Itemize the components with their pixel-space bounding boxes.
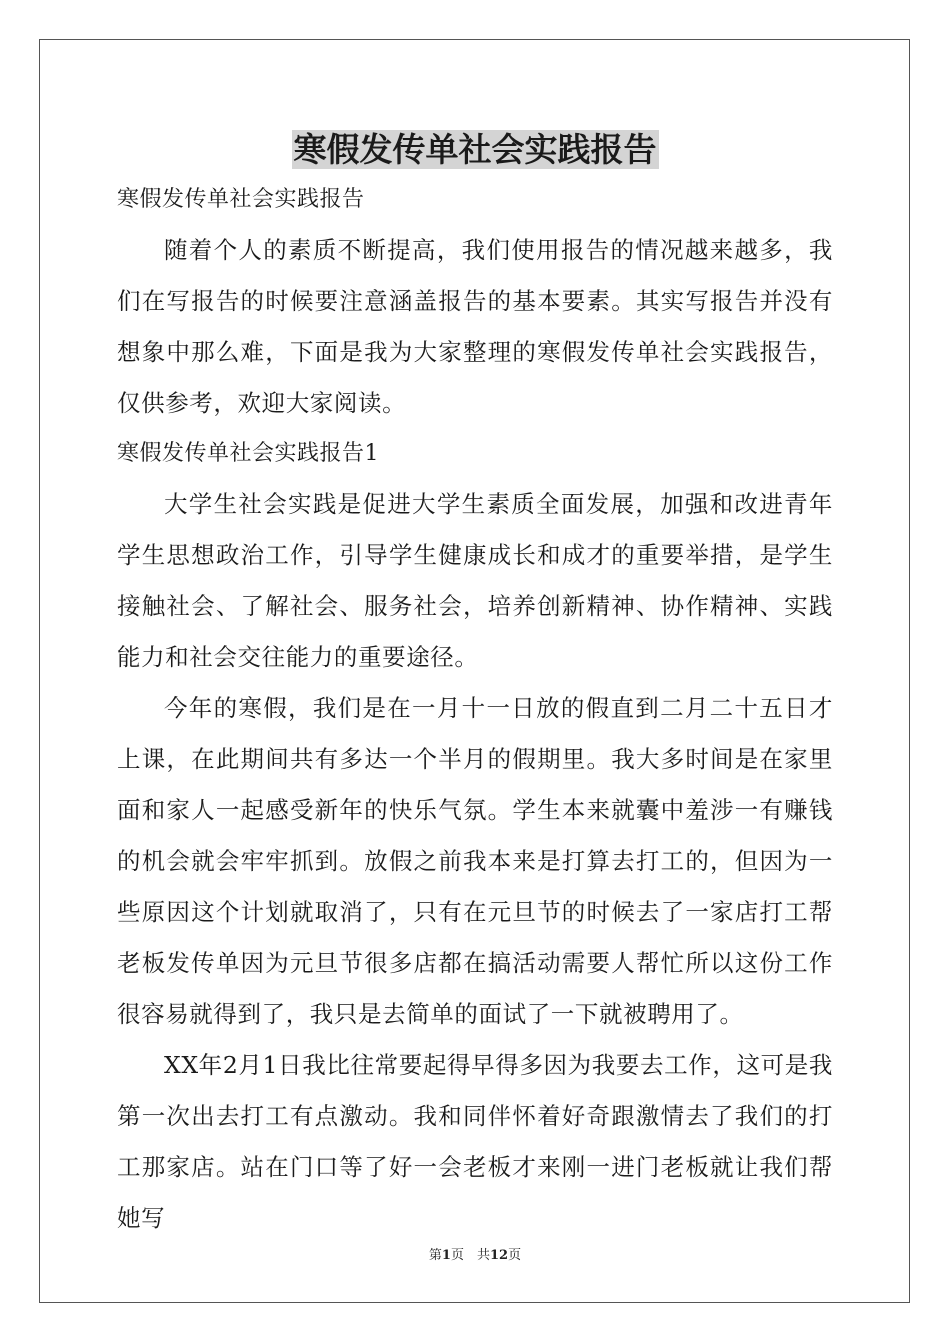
body-paragraph-2: 今年的寒假，我们是在一月十一日放的假直到二月二十五日才上课，在此期间共有多达一个半月的假期里。我大多时间是在家里面和家人一起感受新年的快乐气氛。学生本来就囊中羞涉一有赚钱的机会就会牢牢抓到。放假之前我本来是打算去打工的，但因为一些原因这个计划就取消了，只有在元旦节的时候去了一家店打工帮老板发传单因为元旦节很多店都在搞活动需要人帮忙所以这份工作很容易就得到了，我只是去简单的面试了一下就被聘用了。 (117, 694, 833, 1028)
document-title-text: 寒假发传单社会实践报告 (293, 130, 657, 169)
document-title (0, 126, 950, 174)
body-paragraph-3: XX年2月1日我比往常要起得早得多因为我要去工作，这可是我第一次出去打工有点激动。我和同伴怀着好奇跟激情去了我们的打工那家店。站在门口等了好一会老板才来刚一进门老板就让我们帮她写 (117, 1051, 833, 1232)
body-paragraph-1: 大学生社会实践是促进大学生素质全面发展，加强和改进青年学生思想政治工作，引导学生健康成长和成才的重要举措，是学生接触社会、了解社会、服务社会，培养创新精神、协作精神、实践能力和社会交往能力的重要途径。 (117, 490, 833, 671)
intro-paragraph: 随着个人的素质不断提高，我们使用报告的情况越来越多，我们在写报告的时候要注意涵盖报告的基本要素。其实写报告并没有想象中那么难，下面是我为大家整理的寒假发传单社会实践报告，仅供参考，欢迎大家阅读。 (117, 236, 833, 417)
footer-page-total: 12 (489, 1248, 509, 1263)
page-footer (0, 1246, 950, 1266)
footer-page-suffix: 页 (508, 1248, 522, 1263)
document-body (117, 181, 833, 1244)
footer-page-current: 1 (441, 1248, 451, 1263)
document-subtitle: 寒假发传单社会实践报告 (117, 187, 365, 212)
footer-page-mid: 页 共 (450, 1248, 490, 1263)
section-heading: 寒假发传单社会实践报告1 (117, 441, 379, 466)
footer-page-prefix: 第 (428, 1248, 442, 1263)
